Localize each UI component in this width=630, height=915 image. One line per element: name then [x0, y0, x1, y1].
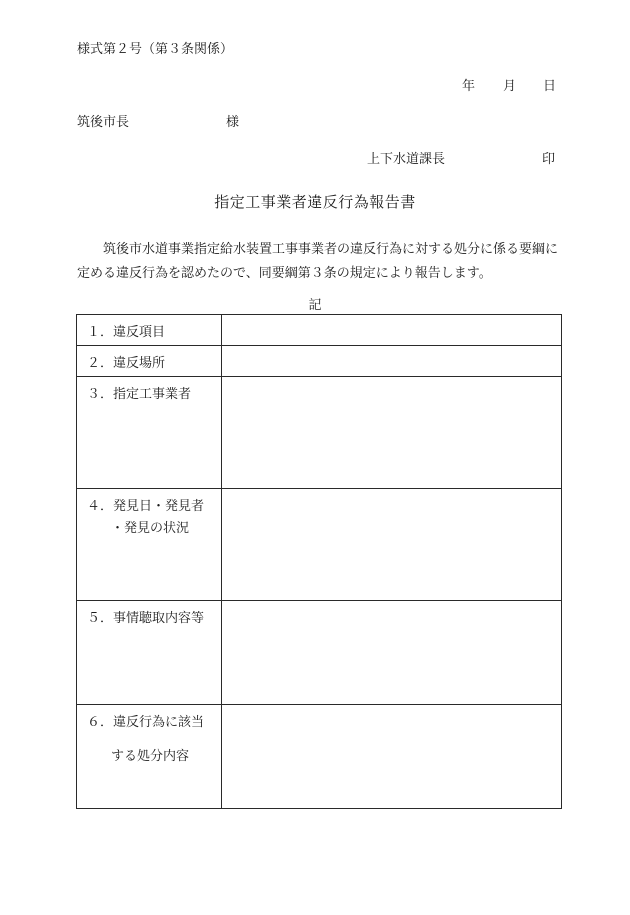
table-row — [77, 346, 562, 377]
row-label-cell — [77, 346, 222, 377]
sender-line — [0, 148, 630, 166]
row-label-cell — [77, 489, 222, 601]
table-row — [77, 601, 562, 705]
row-label: ５．事情聴取内容等 — [87, 611, 205, 626]
date-year-label: 年 — [462, 79, 476, 94]
sender-title: 上下水道課長 — [367, 152, 446, 167]
row-label: ４．発見日・発見者 — [87, 499, 205, 514]
form-number: 様式第２号（第３条関係） — [77, 42, 234, 57]
addressee-line — [0, 111, 630, 129]
document-title: 指定工事業者違反行為報告書 — [214, 193, 416, 211]
sender-seal-mark: 印 — [542, 152, 556, 167]
row-value-cell[interactable] — [222, 346, 562, 377]
addressee-name: 筑後市長 — [77, 115, 130, 130]
row-label-cell — [77, 705, 222, 809]
date-day-label: 日 — [543, 79, 557, 94]
row-label: ２．違反場所 — [87, 356, 166, 371]
date-month-label: 月 — [503, 79, 517, 94]
table-row — [77, 705, 562, 809]
row-label: ６．違反行為に該当 — [87, 715, 205, 730]
table-row — [77, 377, 562, 489]
body-text: 筑後市水道事業指定給水装置工事事業者の違反行為に対する処分に係る要綱に定める違反行為を認めたので、同要綱第３条の規定により報告します。 — [77, 242, 559, 281]
row-label: ３．指定工事業者 — [87, 387, 192, 402]
row-value-cell[interactable] — [222, 377, 562, 489]
row-value-cell[interactable] — [222, 705, 562, 809]
table-row — [77, 489, 562, 601]
date-line — [0, 75, 630, 93]
report-table — [76, 314, 562, 809]
table-row — [77, 315, 562, 346]
row-label-cell — [77, 315, 222, 346]
row-label: １．違反項目 — [87, 325, 166, 340]
row-label-cell — [77, 601, 222, 705]
row-label-line2: ・発見の状況 — [111, 521, 190, 536]
row-value-cell[interactable] — [222, 315, 562, 346]
row-value-cell[interactable] — [222, 601, 562, 705]
row-label-line2: する処分内容 — [111, 749, 190, 764]
row-label-cell — [77, 377, 222, 489]
record-mark: 記 — [308, 298, 322, 313]
addressee-honorific: 様 — [226, 115, 240, 130]
row-value-cell[interactable] — [222, 489, 562, 601]
